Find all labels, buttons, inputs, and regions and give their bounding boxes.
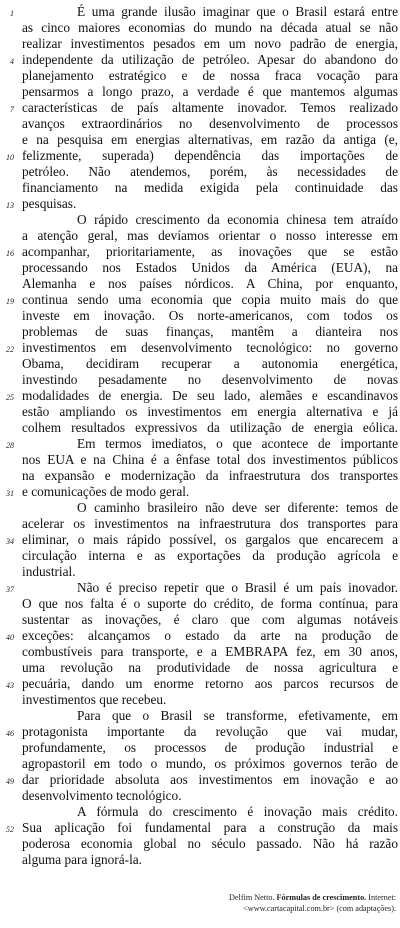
text-line: O caminho brasileiro não deve ser diferente: temos de bbox=[77, 500, 398, 515]
line-number: 10 bbox=[6, 153, 14, 162]
text-line: continua sendo uma economia que copia muito mais do que bbox=[22, 292, 398, 307]
text-line: Alemanha e nos países nórdicos. A China, por enquanto, bbox=[22, 276, 398, 291]
text-line: nos EUA e na China é a ênfase total dos investimentos públicos bbox=[22, 452, 398, 467]
source-medium: Internet: bbox=[368, 893, 396, 902]
text-line: Sua aplicação foi fundamental para a construção da mais bbox=[22, 820, 398, 835]
text-line: uma revolução na produtividade de nossa agricultura e bbox=[22, 660, 398, 675]
source-title: Fórmulas de crescimento. bbox=[276, 893, 367, 902]
text-line: e na pesquisa em energias alternativas, em razão da antiga (e, bbox=[22, 132, 398, 147]
text-line: acompanhar, prioritariamente, as inovações que se estão bbox=[22, 244, 398, 259]
line-number: 19 bbox=[6, 297, 14, 306]
line-number: 52 bbox=[6, 825, 14, 834]
text-line: dar prioridade absoluta aos investimentos em inovação e ao bbox=[22, 772, 398, 787]
text-line: e comunicações de modo geral. bbox=[22, 484, 190, 499]
text-line: planejamento estratégico e de nossa fraca vocação para bbox=[22, 68, 398, 83]
text-line: processando nos Estados Unidos da América (EUA), na bbox=[22, 260, 398, 275]
text-line: na expansão e modernização da infraestrutura dos transportes bbox=[22, 468, 398, 483]
text-line: A fórmula do crescimento é inovação mais crédito. bbox=[77, 804, 398, 819]
line-number: 28 bbox=[6, 441, 14, 450]
text-line: acelerar os investimentos na infraestrutura dos transportes para bbox=[22, 516, 398, 531]
text-line: poderosa economia global no século passado. Não há razão bbox=[22, 836, 398, 851]
line-number: 7 bbox=[10, 105, 14, 114]
text-line: independente da utilização de petróleo. Apesar do abandono do bbox=[22, 52, 398, 67]
line-number: 1 bbox=[10, 9, 14, 18]
line-number: 34 bbox=[6, 537, 14, 546]
text-line: pensarmos a longo prazo, a verdade é que mantemos algumas bbox=[22, 84, 398, 99]
text-line: alguma para ignorá-la. bbox=[22, 852, 142, 867]
text-line: O que nos falta é o suporte do crédito, de forma contínua, para bbox=[22, 596, 398, 611]
source-author: Delfim Netto. bbox=[229, 893, 275, 902]
text-line: as cinco maiores economias do mundo na década atual se não bbox=[22, 20, 398, 35]
text-line: pecuária, dando um enorme retorno aos parcos recursos de bbox=[22, 676, 398, 691]
text-line: combustíveis para transporte, e a EMBRAPA fez, em 30 anos, bbox=[22, 644, 398, 659]
text-line: investindo pesadamente no desenvolvimento de novas bbox=[22, 372, 398, 387]
text-line: a atenção geral, mas devíamos orientar o nosso interesse em bbox=[22, 228, 398, 243]
text-line: estão ampliando os investimentos em energia alternativa e já bbox=[22, 404, 398, 419]
text-line: desenvolvimento tecnológico. bbox=[22, 788, 182, 803]
line-number: 31 bbox=[6, 489, 14, 498]
text-line: É uma grande ilusão imaginar que o Brasil estará entre bbox=[77, 4, 398, 19]
line-number: 25 bbox=[6, 393, 14, 402]
line-number: 13 bbox=[6, 201, 14, 210]
text-line: exceções: alcançamos o estado da arte na produção de bbox=[22, 628, 398, 643]
line-number: 46 bbox=[6, 729, 14, 738]
text-line: protagonista importante da revolução que vai mudar, bbox=[22, 724, 398, 739]
line-number: 49 bbox=[6, 777, 14, 786]
line-number: 4 bbox=[10, 57, 14, 66]
text-line: Obama, decidiram recuperar a autonomia energética, bbox=[22, 356, 398, 371]
text-line: modalidades de energia. De seu lado, alemães e escandinavos bbox=[22, 388, 398, 403]
text-line: felizmente, superada) dependência das importações de bbox=[22, 148, 398, 163]
text-line: Para que o Brasil se transforme, efetivamente, em bbox=[77, 708, 398, 723]
line-number: 16 bbox=[6, 249, 14, 258]
text-line: problemas de suas finanças, mantêm a dianteira nos bbox=[22, 324, 398, 339]
text-line: pesquisas. bbox=[22, 196, 77, 211]
text-line: profundamente, os processos de produção industrial e bbox=[22, 740, 398, 755]
line-number: 43 bbox=[6, 681, 14, 690]
text-line: O rápido crescimento da economia chinesa tem atraído bbox=[77, 212, 398, 227]
text-line: financiamento na medida exigida pela continuidade das bbox=[22, 180, 398, 195]
text-line: circulação interna e as exportações da produção agrícola e bbox=[22, 548, 398, 563]
text-line: colhem resultados expressivos da utilização de energia eólica. bbox=[22, 420, 398, 435]
line-number: 22 bbox=[6, 345, 14, 354]
text-line: petróleo. Não atendemos, porém, às necessidades de bbox=[22, 164, 398, 179]
text-line: sustentar as inovações, é claro que com algumas notáveis bbox=[22, 612, 398, 627]
text-line: investimentos que recebeu. bbox=[22, 692, 167, 707]
text-line: realizar investimentos pesados em um novo padrão de energia, bbox=[22, 36, 398, 51]
text-line: investimentos em desenvolvimento tecnológico: no governo bbox=[22, 340, 398, 355]
text-line: Não é preciso repetir que o Brasil é um país inovador. bbox=[77, 580, 398, 595]
line-number: 40 bbox=[6, 633, 14, 642]
text-line: agropastoril em todo o mundo, os próximos governos terão de bbox=[22, 756, 398, 771]
text-line: Em termos imediatos, o que acontece de importante bbox=[77, 436, 398, 451]
source-citation-line-2 bbox=[243, 904, 396, 914]
text-line: investe em inovação. Os norte-americanos, com todos os bbox=[22, 308, 398, 323]
source-citation-line-1 bbox=[229, 893, 396, 903]
text-line: características de país altamente inovador. Temos realizado bbox=[22, 100, 398, 115]
line-number: 37 bbox=[6, 585, 14, 594]
source-url: <www.cartacapital.com.br> (com adaptações). bbox=[243, 904, 396, 913]
text-line: eliminar, o mais rápido possível, os gargalos que encarecem a bbox=[22, 532, 398, 547]
text-line: industrial. bbox=[22, 564, 76, 579]
text-line: avanços extraordinários no desenvolvimento de processos bbox=[22, 116, 398, 131]
